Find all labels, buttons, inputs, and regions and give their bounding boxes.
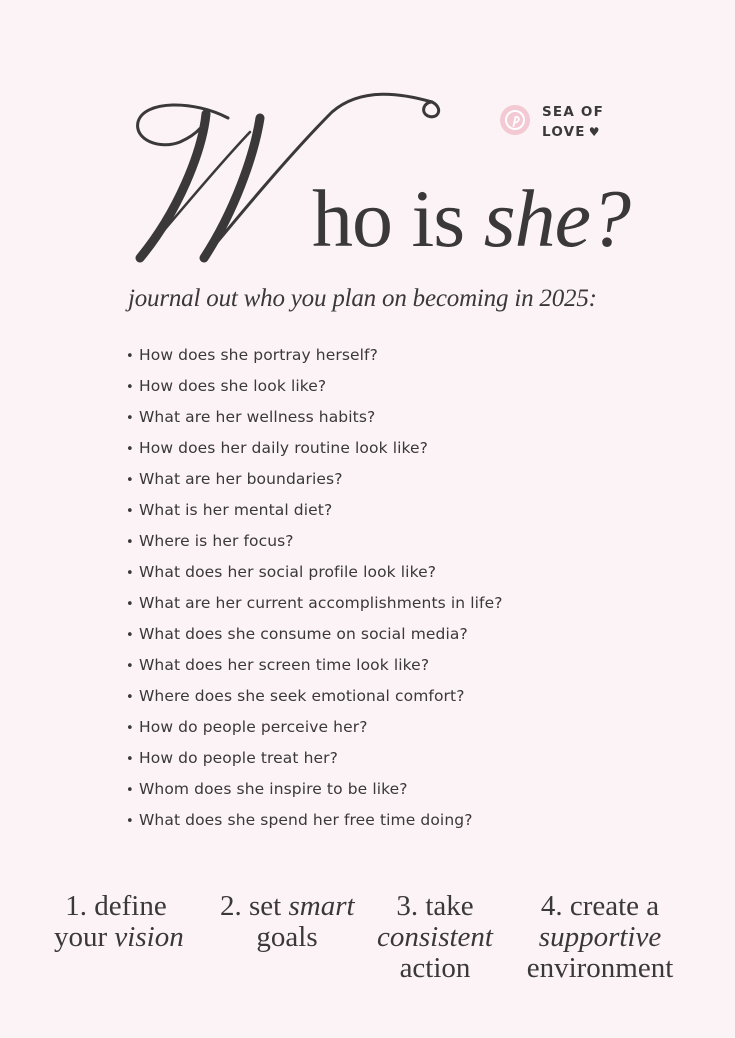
question-text: Where does she seek emotional comfort? <box>139 687 465 705</box>
list-item <box>126 342 503 373</box>
list-item <box>126 559 503 590</box>
step-2-line-2: goals <box>256 921 318 953</box>
bullet: • <box>126 566 134 581</box>
list-item <box>126 497 503 528</box>
question-text: Where is her focus? <box>139 532 294 550</box>
step-3-line-3: action <box>399 952 471 984</box>
question-text: How do people perceive her? <box>139 718 368 736</box>
list-item <box>126 590 503 621</box>
question-text: What does she consume on social media? <box>139 625 468 643</box>
bullet: • <box>126 659 134 674</box>
bullet: • <box>126 473 134 488</box>
heart-icon: ♥ <box>588 125 601 139</box>
question-text: What are her wellness habits? <box>139 408 376 426</box>
pinterest-icon <box>500 105 530 135</box>
list-item <box>126 807 503 838</box>
bullet: • <box>126 597 134 612</box>
bullet: • <box>126 814 134 829</box>
list-item <box>126 683 503 714</box>
step-define-vision <box>54 890 184 953</box>
step-1-line-1: 1. define <box>65 890 167 922</box>
question-text: What does her screen time look like? <box>139 656 430 674</box>
step-1-line-2 <box>54 921 184 953</box>
title-plain: ho is <box>312 173 484 264</box>
list-item <box>126 373 503 404</box>
bullet: • <box>126 535 134 550</box>
step-create-environment <box>522 891 678 984</box>
step-2-line-1-italic: smart <box>288 890 355 922</box>
question-text: What are her boundaries? <box>139 470 343 488</box>
list-item <box>126 528 503 559</box>
question-text: What are her current accomplishments in life? <box>139 594 503 612</box>
question-text: How does she portray herself? <box>139 346 378 364</box>
question-text: What does she spend her free time doing? <box>139 811 473 829</box>
question-text: How does she look like? <box>139 377 327 395</box>
bullet: • <box>126 721 134 736</box>
page-title <box>312 173 631 264</box>
step-4-line-3: environment <box>526 952 674 984</box>
step-3-line-2: consistent <box>377 921 493 953</box>
step-2-line-1 <box>220 891 354 922</box>
title-italic: she? <box>483 173 631 264</box>
step-4-line-1: 4. create a <box>540 890 660 922</box>
bullet: • <box>126 442 134 457</box>
step-3-line-1: 3. take <box>396 890 474 922</box>
list-item <box>126 466 503 497</box>
subtitle: journal out who you plan on becoming in 2025: <box>128 285 597 312</box>
list-item <box>126 776 503 807</box>
step-set-smart-goals <box>220 891 354 953</box>
bullet: • <box>126 380 134 395</box>
question-text: How does her daily routine look like? <box>139 439 428 457</box>
bullet: • <box>126 411 134 426</box>
bullet: • <box>126 349 134 364</box>
brand-line-1: SEA OF <box>542 104 604 120</box>
step-take-action <box>373 891 497 984</box>
question-text: What does her social profile look like? <box>139 563 437 581</box>
list-item <box>126 621 503 652</box>
list-item <box>126 435 503 466</box>
list-item <box>126 652 503 683</box>
brand-name <box>542 102 604 142</box>
list-item <box>126 745 503 776</box>
brand-badge <box>498 100 628 142</box>
brand-line-2 <box>542 122 604 142</box>
list-item <box>126 714 503 745</box>
question-text: What is her mental diet? <box>139 501 333 519</box>
question-list <box>126 342 503 838</box>
bullet: • <box>126 628 134 643</box>
question-text: How do people treat her? <box>139 749 338 767</box>
bullet: • <box>126 504 134 519</box>
bullet: • <box>126 783 134 798</box>
question-text: Whom does she inspire to be like? <box>139 780 408 798</box>
step-1-line-2-plain: your <box>54 921 115 953</box>
list-item <box>126 404 503 435</box>
brand-line-2-text: LOVE <box>542 124 586 140</box>
step-2-line-1-plain: 2. set <box>220 890 289 922</box>
step-4-line-2: supportive <box>538 921 662 953</box>
bullet: • <box>126 690 134 705</box>
step-1-line-2-italic: vision <box>114 921 184 953</box>
bullet: • <box>126 752 134 767</box>
